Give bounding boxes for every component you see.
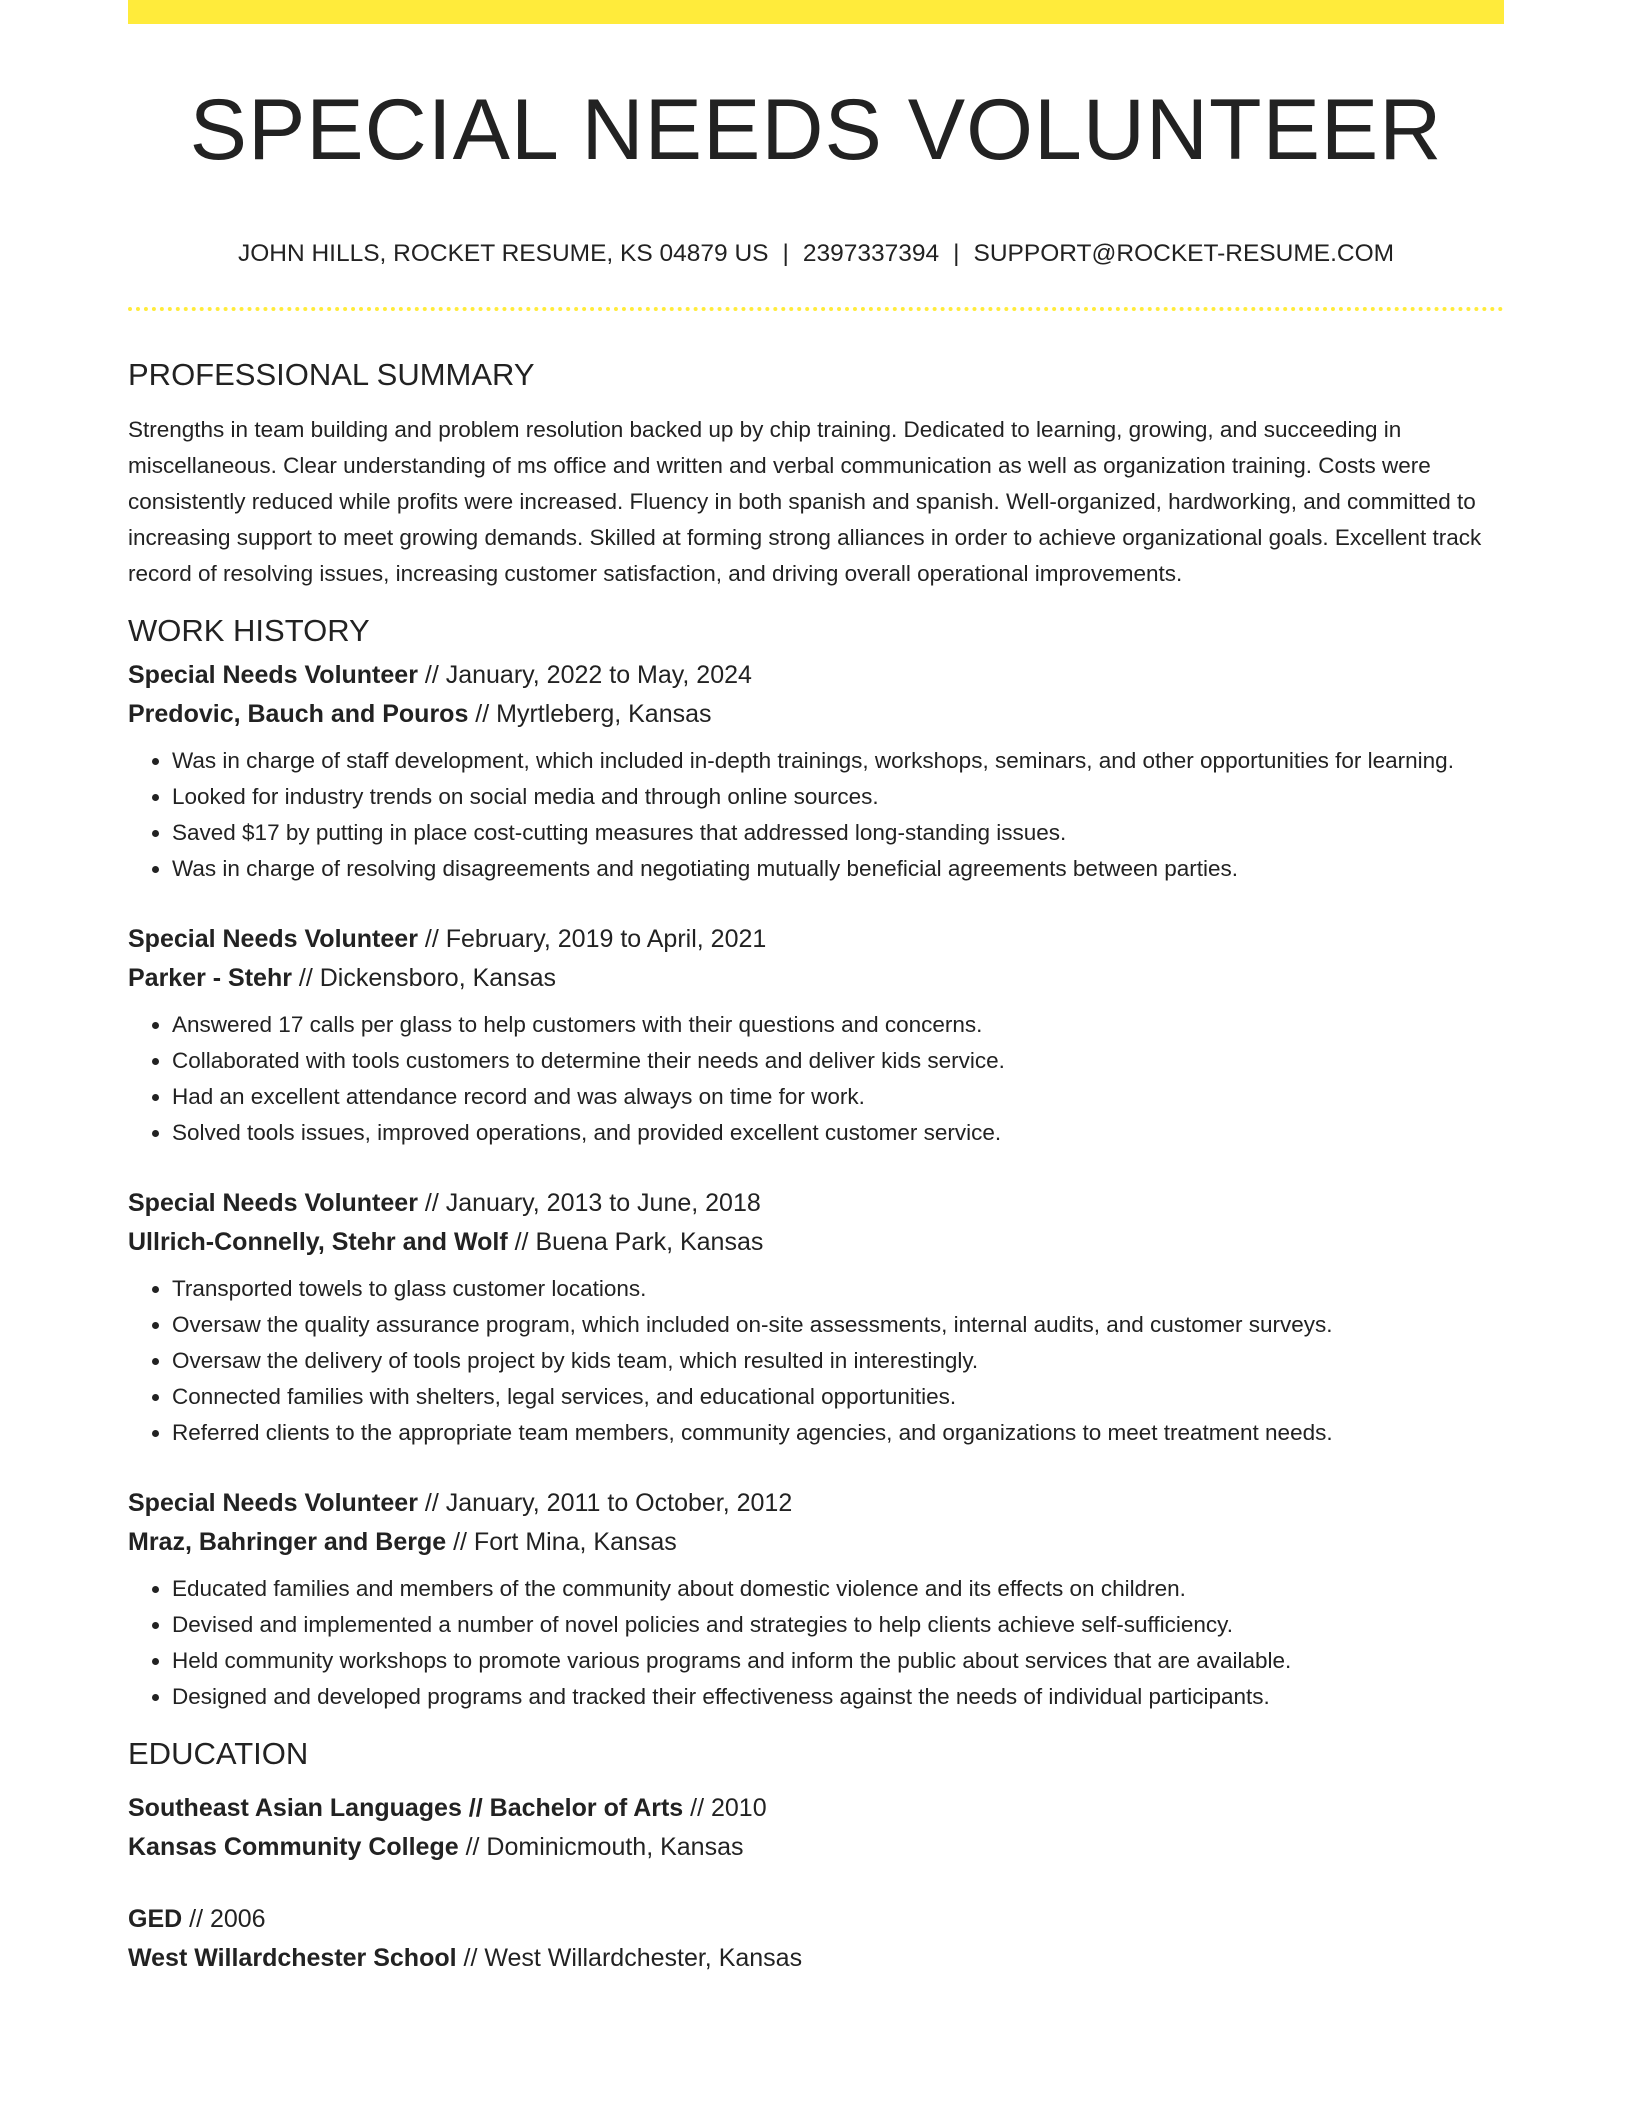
summary-text: Strengths in team building and problem resolution backed up by chip training. Dedicated to learning, growing, and succeeding in miscellaneous. Clear understanding of ms office and written and verbal communication as well as organization training. Costs were consistently reduced while profits were increased. Fluency in both spanish and spanish. Well-organized, hardworking, and committed to increasing support to meet growing demands. Skilled at forming strong alliances in order to achieve organizational goals. Excellent track record of resolving issues, increasing customer satisfaction, and driving overall operational improvements. xyxy=(128,417,1482,586)
spacer xyxy=(128,1451,1504,1484)
education-heading: EDUCATION xyxy=(128,1736,309,1771)
spacer xyxy=(128,1151,1504,1184)
education-school: Kansas Community College xyxy=(128,1833,459,1861)
job-dates: // January, 2022 to May, 2024 xyxy=(417,661,752,689)
spacer xyxy=(128,1715,1504,1729)
job-bullet: • Held community workshops to promote various programs and inform the public about services that are available. xyxy=(172,1643,1504,1679)
job-bullet: • Answered 17 calls per glass to help customers with their questions and concerns. xyxy=(172,1007,1504,1043)
education-degree: GED xyxy=(128,1905,183,1933)
summary-heading: PROFESSIONAL SUMMARY xyxy=(128,357,535,392)
summary-section xyxy=(128,350,1504,592)
job-bullets xyxy=(128,1571,1504,1715)
education-degree-line xyxy=(128,1900,1504,1939)
contact-email: SUPPORT@ROCKET-RESUME.COM xyxy=(973,240,1395,267)
job-title: Special Needs Volunteer xyxy=(128,1489,418,1517)
spacer xyxy=(128,1867,1504,1900)
job-dates: // January, 2013 to June, 2018 xyxy=(417,1189,761,1217)
job-bullet: • Oversaw the quality assurance program, which included on-site assessments, internal audits, and customer surveys. xyxy=(172,1307,1504,1343)
contact-separator: | xyxy=(953,240,960,267)
job-company: Parker - Stehr xyxy=(128,964,292,992)
work-history-section xyxy=(128,606,1504,1715)
job-entry xyxy=(128,920,1504,1151)
contact-address: JOHN HILLS, ROCKET RESUME, KS 04879 US xyxy=(237,240,769,267)
job-company-line xyxy=(128,1523,1504,1562)
job-title-line xyxy=(128,1184,1504,1223)
job-location: // Buena Park, Kansas xyxy=(507,1228,764,1256)
education-school: West Willardchester School xyxy=(128,1944,457,1972)
job-bullets xyxy=(128,1007,1504,1151)
job-bullet: • Connected families with shelters, legal services, and educational opportunities. xyxy=(172,1379,1504,1415)
job-bullet: • Was in charge of staff development, which included in-depth trainings, workshops, seminars, and other opportunities for learning. xyxy=(172,743,1504,779)
education-entry xyxy=(128,1900,1504,1978)
education-entry xyxy=(128,1789,1504,1867)
job-title: Special Needs Volunteer xyxy=(128,925,418,953)
spacer xyxy=(128,592,1504,606)
job-bullet: • Educated families and members of the community about domestic violence and its effects on children. xyxy=(172,1571,1504,1607)
spacer xyxy=(128,887,1504,920)
job-bullet: • Referred clients to the appropriate team members, community agencies, and organizations to meet treatment needs. xyxy=(172,1415,1504,1451)
job-company-line xyxy=(128,1223,1504,1262)
education-location: // Dominicmouth, Kansas xyxy=(458,1833,744,1861)
education-degree: Southeast Asian Languages // Bachelor of Arts xyxy=(128,1794,684,1822)
job-dates: // January, 2011 to October, 2012 xyxy=(417,1489,793,1517)
job-title: Special Needs Volunteer xyxy=(128,661,418,689)
job-title-line xyxy=(128,656,1504,695)
resume-content xyxy=(128,350,1504,1978)
job-bullet: • Collaborated with tools customers to determine their needs and deliver kids service. xyxy=(172,1043,1504,1079)
job-company-line xyxy=(128,695,1504,734)
job-company: Predovic, Bauch and Pouros xyxy=(128,700,469,728)
job-bullet: • Solved tools issues, improved operations, and provided excellent customer service. xyxy=(172,1115,1504,1151)
job-location: // Myrtleberg, Kansas xyxy=(468,700,712,728)
job-company: Mraz, Bahringer and Berge xyxy=(128,1528,447,1556)
job-location: // Fort Mina, Kansas xyxy=(446,1528,677,1556)
job-bullet: • Was in charge of resolving disagreements and negotiating mutually beneficial agreements between parties. xyxy=(172,851,1504,887)
job-entry xyxy=(128,656,1504,887)
education-school-line xyxy=(128,1828,1504,1867)
education-degree-line xyxy=(128,1789,1504,1828)
job-bullets xyxy=(128,1271,1504,1451)
dotted-divider xyxy=(128,307,1504,311)
job-bullet: • Designed and developed programs and tracked their effectiveness against the needs of individual participants. xyxy=(172,1679,1504,1715)
contact-separator: | xyxy=(782,240,789,267)
job-location: // Dickensboro, Kansas xyxy=(291,964,556,992)
job-bullets xyxy=(128,743,1504,887)
job-title-line xyxy=(128,1484,1504,1523)
job-entry xyxy=(128,1484,1504,1715)
job-bullet: • Saved $17 by putting in place cost-cutting measures that addressed long-standing issues. xyxy=(172,815,1504,851)
education-location: // West Willardchester, Kansas xyxy=(456,1944,803,1972)
education-school-line xyxy=(128,1939,1504,1978)
education-year: // 2010 xyxy=(683,1794,767,1822)
job-company-line xyxy=(128,959,1504,998)
job-dates: // February, 2019 to April, 2021 xyxy=(417,925,767,953)
contact-line xyxy=(128,238,1504,270)
contact-phone: 2397337394 xyxy=(802,240,940,267)
job-bullet: • Transported towels to glass customer locations. xyxy=(172,1271,1504,1307)
job-bullet: • Looked for industry trends on social media and through online sources. xyxy=(172,779,1504,815)
education-year: // 2006 xyxy=(182,1905,266,1933)
top-accent-bar xyxy=(128,0,1504,24)
page-title: SPECIAL NEEDS VOLUNTEER xyxy=(189,82,1443,178)
job-bullet: • Had an excellent attendance record and was always on time for work. xyxy=(172,1079,1504,1115)
job-title: Special Needs Volunteer xyxy=(128,1189,418,1217)
job-bullet: • Oversaw the delivery of tools project by kids team, which resulted in interestingly. xyxy=(172,1343,1504,1379)
job-entry xyxy=(128,1184,1504,1451)
work-history-heading: WORK HISTORY xyxy=(128,613,370,648)
job-company: Ullrich-Connelly, Stehr and Wolf xyxy=(128,1228,508,1256)
job-title-line xyxy=(128,920,1504,959)
job-bullet: • Devised and implemented a number of novel policies and strategies to help clients achieve self-sufficiency. xyxy=(172,1607,1504,1643)
education-section xyxy=(128,1729,1504,1978)
